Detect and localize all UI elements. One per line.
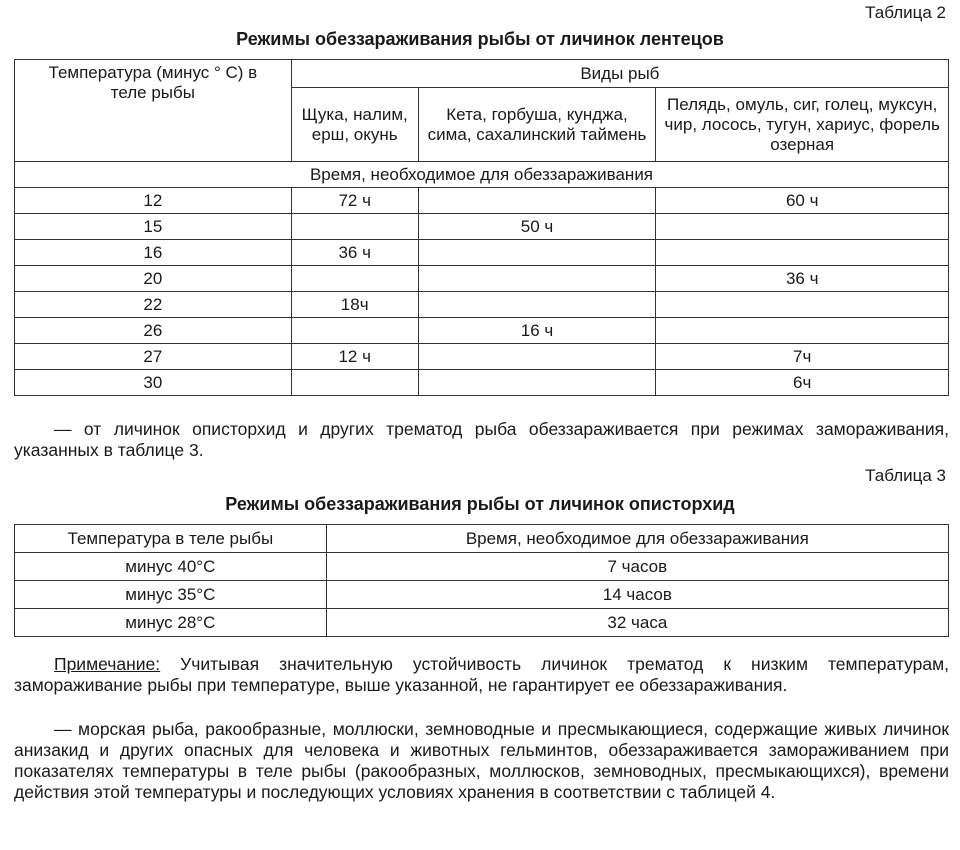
time-cell [291, 266, 418, 292]
table2-header-species: Виды рыб [291, 60, 948, 88]
time-cell [291, 370, 418, 396]
time-cell: 7 часов [326, 553, 948, 581]
paragraph-anisakids: — морская рыба, ракообразные, моллюски, земноводные и пресмыкающиеся, содержащие живых личинок анизакид и других опасных для человека и животных гельминтов, обеззараживается замораживанием при показателях температуры в теле рыбы (ракообразных, моллюсков, земноводных, пресмыкающихся), времени действия этой температуры и последующих условиях хранения в соответствии с таблицей 4. [14, 719, 949, 802]
table-row [15, 292, 949, 318]
time-cell [291, 318, 418, 344]
time-cell [291, 214, 418, 240]
table-row [15, 240, 949, 266]
table-row [15, 188, 949, 214]
paragraph-trematodes: — от личинок описторхид и других трематод рыба обеззараживается при режимах замораживания, указанных в таблице 3. [14, 419, 949, 460]
time-cell: 72 ч [291, 188, 418, 214]
temp-cell: 12 [15, 188, 292, 214]
table-row [15, 609, 949, 637]
time-cell: 36 ч [656, 266, 949, 292]
table-row [15, 581, 949, 609]
table-row [15, 318, 949, 344]
time-cell [418, 240, 656, 266]
time-cell: 32 часа [326, 609, 948, 637]
time-cell: 36 ч [291, 240, 418, 266]
note-label: Примечание: [54, 654, 161, 674]
table2-header-group2: Кета, горбуша, кунджа, сима, сахалинский таймень [418, 88, 656, 162]
temp-cell: 20 [15, 266, 292, 292]
time-cell [656, 214, 949, 240]
time-cell: 7ч [656, 344, 949, 370]
temp-cell: минус 28°С [15, 609, 327, 637]
table2-label: Таблица 2 [865, 3, 946, 22]
temp-cell: 22 [15, 292, 292, 318]
table-row [15, 214, 949, 240]
temp-cell: 26 [15, 318, 292, 344]
note-paragraph [14, 654, 949, 696]
table-row [15, 553, 949, 581]
time-cell: 14 часов [326, 581, 948, 609]
temp-cell: минус 35°С [15, 581, 327, 609]
note-text: Учитывая значительную устойчивость личинок трематод к низким температурам, замораживание рыбы при температуре, выше указанной, не гарантирует ее обеззараживания. [14, 654, 949, 695]
time-cell [418, 370, 656, 396]
table3-title: Режимы обеззараживания рыбы от личинок описторхид [225, 494, 735, 514]
table2-header-group1: Щука, налим, ерш, окунь [291, 88, 418, 162]
time-cell [418, 344, 656, 370]
time-cell [418, 266, 656, 292]
table3-label: Таблица 3 [865, 466, 946, 485]
time-cell: 18ч [291, 292, 418, 318]
table-row [15, 344, 949, 370]
time-cell [418, 188, 656, 214]
temp-cell: 16 [15, 240, 292, 266]
time-cell: 12 ч [291, 344, 418, 370]
table-row [15, 266, 949, 292]
time-cell [656, 318, 949, 344]
table-row [15, 370, 949, 396]
time-cell: 16 ч [418, 318, 656, 344]
table2 [14, 59, 949, 396]
time-cell: 50 ч [418, 214, 656, 240]
time-cell [418, 292, 656, 318]
temp-cell: минус 40°С [15, 553, 327, 581]
table2-header-group3: Пелядь, омуль, сиг, голец, муксун, чир, лосось, тугун, хариус, форель озерная [656, 88, 949, 162]
temp-cell: 27 [15, 344, 292, 370]
table2-header-temperature: Температура (минус ° С) в теле рыбы [15, 60, 292, 162]
table3-header-temperature: Температура в теле рыбы [15, 525, 327, 553]
time-cell: 6ч [656, 370, 949, 396]
time-cell: 60 ч [656, 188, 949, 214]
table2-title: Режимы обеззараживания рыбы от личинок лентецов [236, 29, 724, 49]
time-cell [656, 292, 949, 318]
table3-header-time: Время, необходимое для обеззараживания [326, 525, 948, 553]
table2-time-row: Время, необходимое для обеззараживания [15, 162, 949, 188]
temp-cell: 30 [15, 370, 292, 396]
time-cell [656, 240, 949, 266]
temp-cell: 15 [15, 214, 292, 240]
table3 [14, 524, 949, 637]
